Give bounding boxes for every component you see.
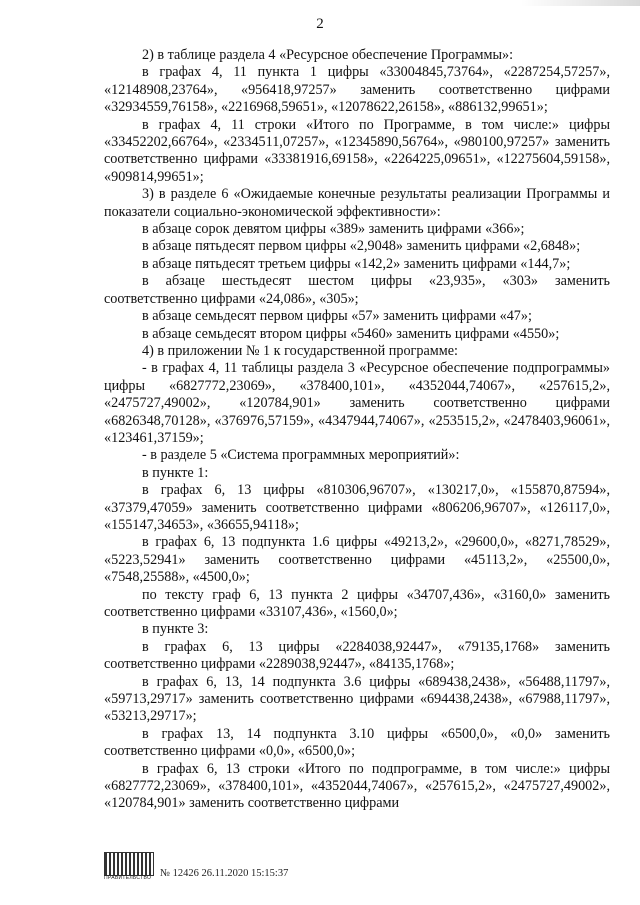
paragraph: в абзаце семьдесят первом цифры «57» заменить цифрами «47»; [142,308,532,325]
paragraph: в графах 6, 13 цифры «810306,96707», «130217,0», «155870,87594», «37379,47059» заменить соответственно цифрами «806206,96707», «126117,0», «155147,34653», «36655,94118»; [104,482,610,533]
registration-stamp: № 12426 26.11.2020 15:15:37 [160,868,289,879]
paragraph: 3) в разделе 6 «Ожидаемые конечные результаты реализации Программы и показатели социально-экономической эффективности»: [104,186,610,220]
paragraph: в графах 6, 13, 14 подпункта 3.6 цифры «689438,2438», «56488,11797», «59713,29717» заменить соответственно цифрами «694438,2438», «67988,11797», «53213,29717»; [104,673,610,725]
paragraph: - в разделе 5 «Система программных мероприятий»: [142,447,460,464]
government-logo-icon [104,852,154,876]
paragraph: в графах 6, 13 строки «Итого по подпрограмме, в том числе:» цифры «6827772,23069», «378400,101», «4352044,74067», «257615,2», «2475727,49002», «120784,901» заменить соответственно цифрами [104,760,610,812]
paragraph: - в графах 4, 11 таблицы раздела 3 «Ресурсное обеспечение подпрограммы» цифры «6827772,23069», «378400,101», «4352044,74067», «257615,2», «2475727,49002», «120784,901» заменить соответственно цифрами «6826348,70128», «376976,57159», «4347944,74067», «253515,2», «2478403,96061», «123461,37159»; [104,360,610,446]
paragraph: в графах 6, 13 цифры «2284038,92447», «79135,1768» заменить соответственно цифрами «2289038,92447», «84135,1768»; [104,638,610,673]
paragraph: в абзаце пятьдесят первом цифры «2,9048» заменить цифрами «2,6848»; [142,238,581,255]
paragraph: в абзаце сорок девятом цифры «389» заменить цифрами «366»; [142,221,525,238]
page-number: 2 [316,16,324,32]
paragraph: в графах 4, 11 строки «Итого по Программе, в том числе:» цифры «33452202,66764», «2334511,07257», «12345890,56764», «980100,97257» заменить соответственно цифрами «33381916,69158», «2264225,09651», «12275604,59158», «909814,99651»; [104,116,610,185]
paragraph: по тексту граф 6, 13 пункта 2 цифры «34707,436», «3160,0» заменить соответственно цифрами «33107,436», «1560,0»; [104,586,610,620]
paragraph: 2) в таблице раздела 4 «Ресурсное обеспечение Программы»: [142,47,514,63]
registration-footer [92,852,392,888]
paragraph: в пункте 3: [142,621,209,638]
paragraph: в графах 4, 11 пункта 1 цифры «33004845,73764», «2287254,57257», «12148908,23764», «956418,97257» заменить соответственно цифрами «32934559,76158», «2216968,59651», «12078622,26158», «886132,99651»; [104,64,610,116]
logo-caption: ПРАВИТЕЛЬСТВО [104,875,152,881]
paragraph: в графах 6, 13 подпункта 1.6 цифры «49213,2», «29600,0», «8271,78529», «5223,52941» заменить соответственно цифрами «45113,2», «25500,0», «7548,25588», «4500,0»; [104,534,610,586]
paragraph: в абзаце пятьдесят третьем цифры «142,2» заменить цифрами «144,7»; [142,255,571,272]
paragraph: в абзаце шестьдесят шестом цифры «23,935», «303» заменить соответственно цифрами «24,086», «305»; [104,273,610,307]
paragraph: в абзаце семьдесят втором цифры «5460» заменить цифрами «4550»; [142,325,560,342]
scan-edge [520,0,640,6]
paragraph: в графах 13, 14 подпункта 3.10 цифры «6500,0», «0,0» заменить соответственно цифрами «0,0», «6500,0»; [104,725,610,760]
paragraph: 4) в приложении № 1 к государственной программе: [142,342,458,359]
document-body [104,47,610,813]
paragraph: в пункте 1: [142,464,209,481]
